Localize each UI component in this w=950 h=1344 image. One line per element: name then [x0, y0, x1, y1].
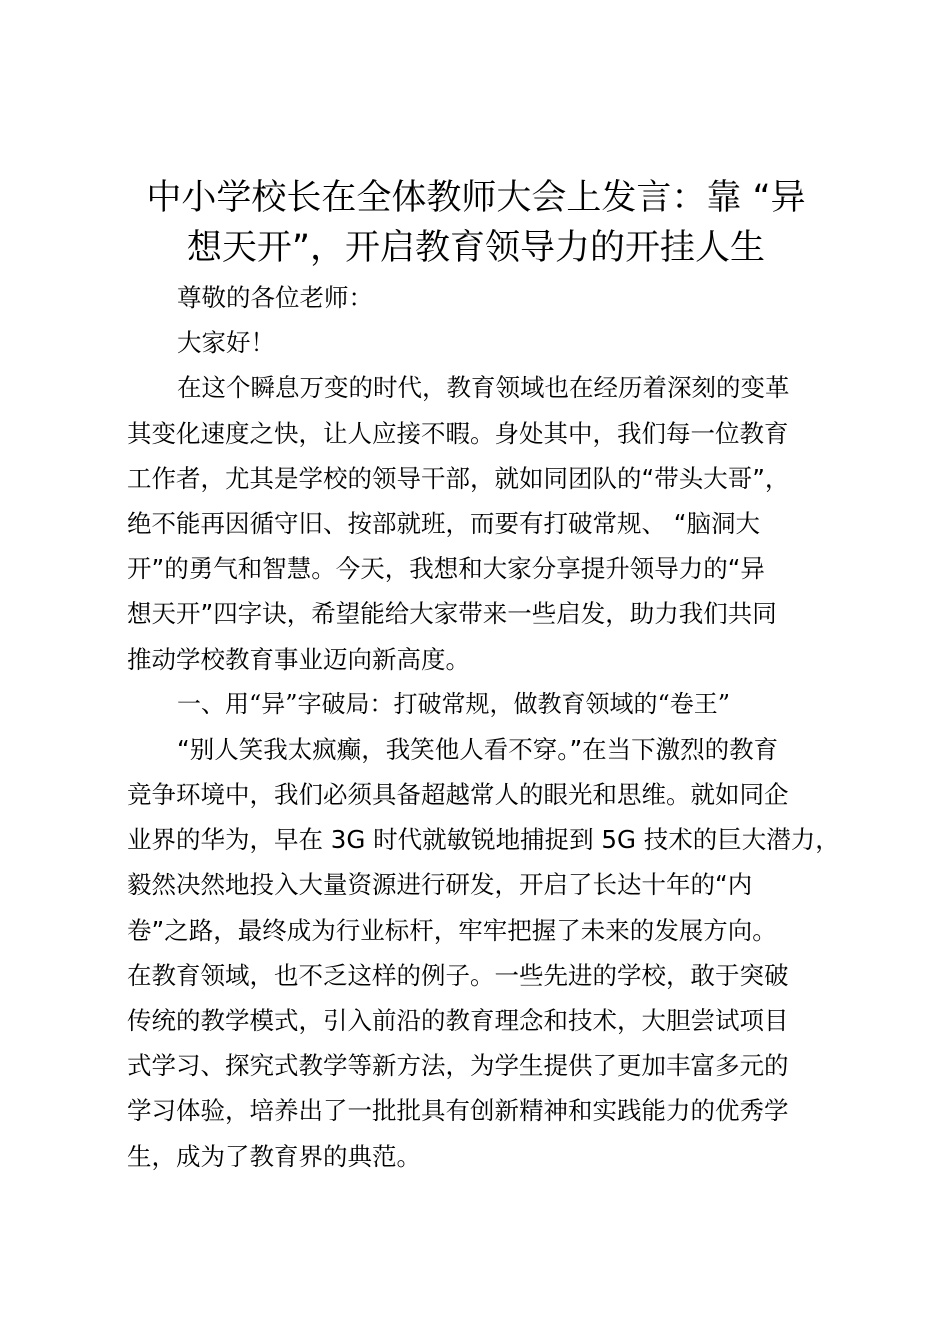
paragraph-line: 想天开”四字诀，希望能给大家带来一些启发，助力我们共同	[127, 599, 777, 629]
paragraph-line: 在教育领域，也不乏这样的例子。一些先进的学校，敢于突破	[127, 960, 789, 990]
title-line-1: 中小学校长在全体教师大会上发言：靠 “异	[146, 178, 806, 218]
paragraph-line: 卷”之路，最终成为行业标杆，牢牢把握了未来的发展方向。	[127, 915, 777, 945]
paragraph-line: 业界的华为，早在 3G 时代就敏锐地捕捉到 5G 技术的巨大潜力，	[127, 825, 840, 855]
paragraph-line: 生，成为了教育界的典范。	[127, 1141, 421, 1171]
paragraph-line: 竞争环境中，我们必须具备超越常人的眼光和思维。就如同企	[127, 780, 789, 810]
document-body	[127, 275, 840, 1179]
paragraph-line: 传统的教学模式，引入前沿的教育理念和技术，大胆尝试项目	[127, 1006, 789, 1035]
document-title	[120, 173, 832, 273]
paragraph-line: 学习体验，培养出了一批批具有创新精神和实践能力的优秀学	[127, 1096, 789, 1126]
section-heading-1: 一、用“异”字破局：打破常规，做教育领域的“卷王”	[177, 689, 731, 718]
paragraph-line: 绝不能再因循守旧、按部就班，而要有打破常规、 “脑洞大	[127, 508, 760, 538]
paragraph-line: 在这个瞬息万变的时代，教育领域也在经历着深刻的变革	[177, 373, 790, 403]
paragraph-line: 工作者，尤其是学校的领导干部，就如同团队的“带头大哥”，	[127, 463, 790, 493]
salutation: 尊敬的各位老师：	[177, 283, 373, 312]
intro-paragraph	[127, 365, 831, 681]
paragraph-line: 毅然决然地投入大量资源进行研发，开启了长达十年的“内	[127, 870, 753, 900]
section-1-paragraph	[127, 727, 840, 1179]
paragraph-line: 推动学校教育事业迈向新高度。	[127, 644, 470, 674]
paragraph-line: 式学习、探究式教学等新方法，为学生提供了更加丰富多元的	[127, 1051, 789, 1081]
title-line-2: 想天开”，开启教育领导力的开挂人生	[186, 228, 766, 268]
paragraph-line: 其变化速度之快，让人应接不暇。身处其中，我们每一位教育	[127, 418, 789, 448]
paragraph-line: “别人笑我太疯癫，我笑他人看不穿。”在当下激烈的教育	[177, 734, 779, 764]
greeting: 大家好！	[177, 328, 275, 358]
paragraph-line: 开”的勇气和智慧。今天，我想和大家分享提升领导力的“异	[127, 554, 765, 584]
